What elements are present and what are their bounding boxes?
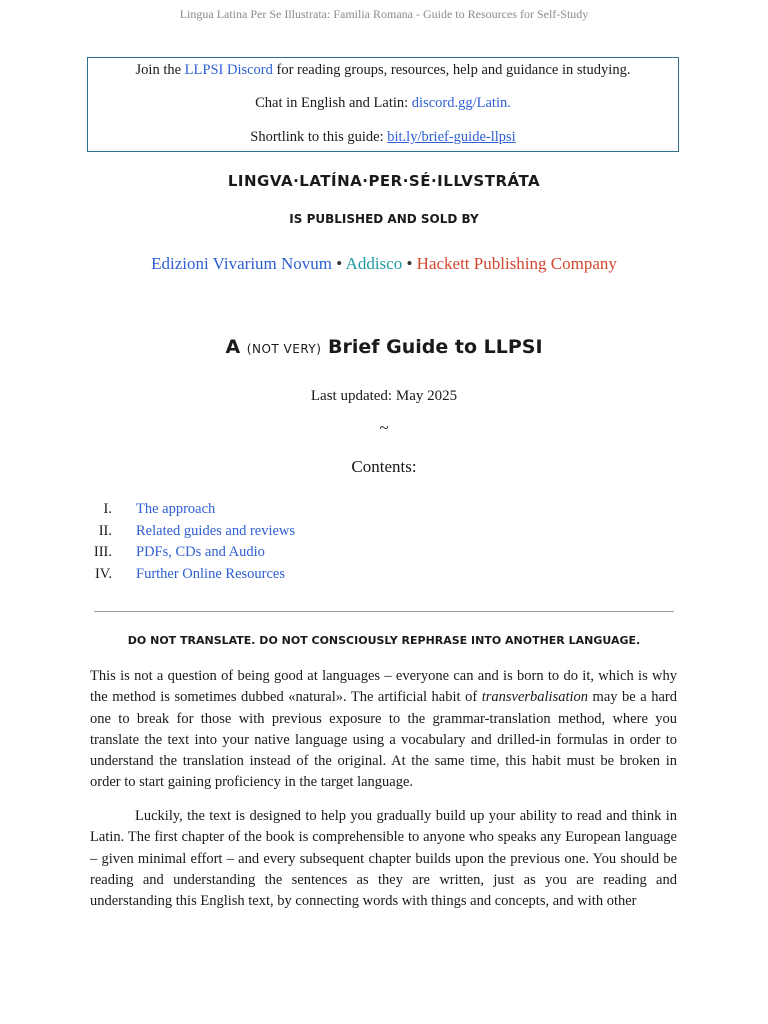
notice-line-join bbox=[88, 62, 678, 79]
toc-entry bbox=[88, 566, 295, 588]
guide-title bbox=[0, 336, 768, 358]
publisher-addisco-link[interactable]: Addisco bbox=[345, 254, 403, 273]
notice-chat-prefix: Chat in English and Latin: bbox=[255, 95, 412, 111]
directive-heading: DO NOT TRANSLATE. DO NOT CONSCIOUSLY REPHRASE INTO ANOTHER LANGUAGE. bbox=[127, 634, 641, 647]
publishers-line bbox=[0, 254, 768, 274]
discord-invite-link[interactable]: discord.gg/Latin. bbox=[411, 95, 511, 111]
guide-title-main: Brief Guide to LLPSI bbox=[328, 336, 543, 358]
toc-number: II. bbox=[98, 522, 112, 539]
toc-entry bbox=[88, 523, 295, 545]
toc-link-approach[interactable]: The approach bbox=[136, 501, 216, 517]
section-divider bbox=[94, 611, 674, 612]
toc-number: IV. bbox=[94, 565, 112, 582]
notice-join-prefix: Join the bbox=[135, 62, 185, 78]
contents-heading: Contents: bbox=[351, 457, 417, 476]
toc-entry bbox=[88, 501, 295, 523]
toc-link-related-guides[interactable]: Related guides and reviews bbox=[136, 522, 296, 539]
toc-number: III. bbox=[93, 544, 112, 560]
publisher-vivarium-novum-link[interactable]: Edizioni Vivarium Novum bbox=[151, 254, 333, 273]
tilde-ornament: ~ bbox=[379, 418, 389, 437]
llpsi-discord-link[interactable]: LLPSI Discord bbox=[184, 62, 273, 78]
publisher-separator: • bbox=[406, 254, 413, 273]
body-paragraph: Luckily, the text is designed to help you gradually build up your ability to read and think in Latin. The first chapter of the book is comprehensible to anyone who speaks any European language – given minimal effort – and every subsequent chapter builds upon the previous one. You should be reading and understanding the sentences as they are written, just as you are reading and understanding this English text, by connecting words with things and concepts, and with other bbox=[90, 808, 677, 910]
published-by-label: IS PUBLISHED AND SOLD BY bbox=[289, 212, 479, 226]
table-of-contents bbox=[88, 501, 295, 587]
book-title-tagline: LINGVA·LATÍNA·PER·SÉ·ILLVSTRÁTA bbox=[227, 172, 541, 190]
body-paragraph bbox=[90, 666, 677, 794]
toc-number: I. bbox=[103, 501, 112, 517]
toc-link-pdfs-cds-audio[interactable]: PDFs, CDs and Audio bbox=[136, 544, 265, 560]
guide-title-article: A bbox=[225, 336, 241, 358]
toc-link-online-resources[interactable]: Further Online Resources bbox=[136, 565, 285, 582]
notice-shortlink-prefix: Shortlink to this guide: bbox=[250, 129, 388, 145]
shortlink-link[interactable]: bit.ly/brief-guide-llpsi bbox=[387, 129, 516, 145]
para1-text-end: may be a hard one to break for those with previous exposure to the grammar-translation method, where you translate the text into your native language using a vocabulary and drilled-in formulas in order to understand the translation instead of the original. At the same time, this habit must be broken in order to start gaining proficiency in the target language. bbox=[90, 689, 677, 791]
para1-text-start: This is not a question of being good at languages – everyone can and is born to do it, which is why the method is sometimes dubbed «natural». The artificial habit of bbox=[90, 668, 677, 706]
discord-notice-box bbox=[87, 57, 679, 152]
last-updated: Last updated: May 2025 bbox=[310, 388, 458, 404]
guide-title-not-very: (NOT VERY) bbox=[246, 342, 322, 356]
publisher-separator: • bbox=[336, 254, 343, 273]
notice-line-shortlink bbox=[88, 129, 678, 146]
toc-entry bbox=[88, 544, 295, 566]
notice-line-chat bbox=[88, 95, 678, 112]
publisher-hackett-link[interactable]: Hackett Publishing Company bbox=[416, 254, 617, 273]
notice-join-suffix: for reading groups, resources, help and guidance in studying. bbox=[272, 62, 631, 78]
running-header: Lingua Latina Per Se Illustrata: Familia Romana - Guide to Resources for Self-Study bbox=[179, 7, 589, 21]
para1-italic-term: transverbalisation bbox=[481, 689, 589, 706]
